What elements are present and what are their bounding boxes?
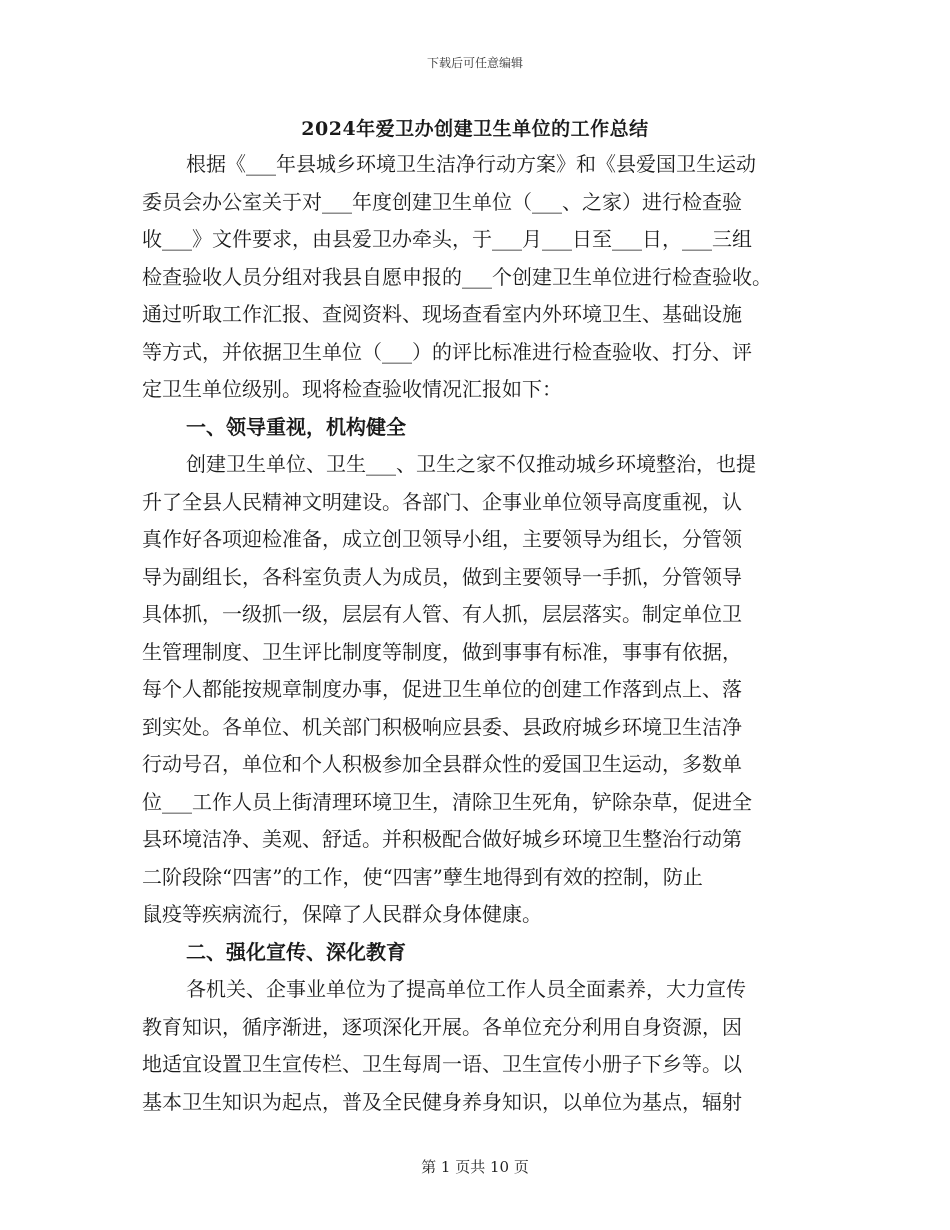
paragraph-line: 委员会办公室关于对___年度创建卫生单位（___、之家）进行检查验 [142,189,742,214]
paragraph-line: 基本卫生知识为起点，普及全民健身养身知识，以单位为基点，辐射 [142,1089,742,1114]
section-heading-1: 一、领导重视，机构健全 [186,414,406,439]
paragraph-line: 检查验收人员分组对我县自愿申报的___个创建卫生单位进行检查验收。 [142,264,772,289]
paragraph-line: 导为副组长，各科室负责人为成员，做到主要领导一手抓，分管领导 [142,564,742,589]
paragraph-line: 地适宜设置卫生宣传栏、卫生每周一语、卫生宣传小册子下乡等。以 [142,1052,742,1076]
paragraph-line: 到实处。各单位、机关部门积极响应县委、县政府城乡环境卫生洁净 [142,714,742,739]
paragraph-line: 各机关、企事业单位为了提高单位工作人员全面素养，大力宣传 [186,977,746,1001]
page-header-note: 下载后可任意编辑 [426,56,523,70]
paragraph-line: 位___工作人员上街清理环境卫生，清除卫生死角，铲除杂草，促进全 [142,789,752,814]
page-footer-number: 第 1 页共 10 页 [421,1158,529,1176]
paragraph-line: 创建卫生单位、卫生___、卫生之家不仅推动城乡环境整治，也提 [186,452,756,476]
document-body [142,146,822,1121]
paragraph-line: 教育知识，循序渐进，逐项深化开展。各单位充分利用自身资源，因 [142,1014,742,1039]
section-heading-2: 二、强化宣传、深化教育 [186,939,406,964]
paragraph-line: 县环境洁净、美观、舒适。并积极配合做好城乡环境卫生整治行动第 [142,827,742,851]
document-title: 2024年爱卫办创建卫生单位的工作总结 [301,118,649,140]
paragraph-line: 收___》文件要求，由县爱卫办牵头，于___月___日至___日，___三组 [142,227,752,251]
paragraph-line: 鼠疫等疾病流行，保障了人民群众身体健康。 [142,902,542,926]
paragraph-line: 二阶段除“四害”的工作，使“四害”孽生地得到有效的控制，防止 [142,864,703,889]
paragraph-line: 生管理制度、卫生评比制度等制度，做到事事有标准，事事有依据， [142,639,742,664]
paragraph-line: 升了全县人民精神文明建设。各部门、企事业单位领导高度重视，认 [142,489,742,514]
paragraph-line: 根据《___年县城乡环境卫生洁净行动方案》和《县爱国卫生运动 [186,152,756,176]
paragraph-line: 等方式，并依据卫生单位（___）的评比标准进行检查验收、打分、评 [142,339,752,364]
paragraph-line: 真作好各项迎检准备，成立创卫领导小组，主要领导为组长，分管领 [142,527,742,551]
paragraph-line: 具体抓，一级抓一级，层层有人管、有人抓，层层落实。制定单位卫 [142,602,742,626]
paragraph-line: 通过听取工作汇报、查阅资料、现场查看室内外环境卫生、基础设施 [142,302,742,326]
paragraph-line: 定卫生单位级别。现将检查验收情况汇报如下： [142,377,562,401]
paragraph-line: 每个人都能按规章制度办事，促进卫生单位的创建工作落到点上、落 [142,677,742,701]
paragraph-line: 行动号召，单位和个人积极参加全县群众性的爱国卫生运动，多数单 [142,752,742,776]
